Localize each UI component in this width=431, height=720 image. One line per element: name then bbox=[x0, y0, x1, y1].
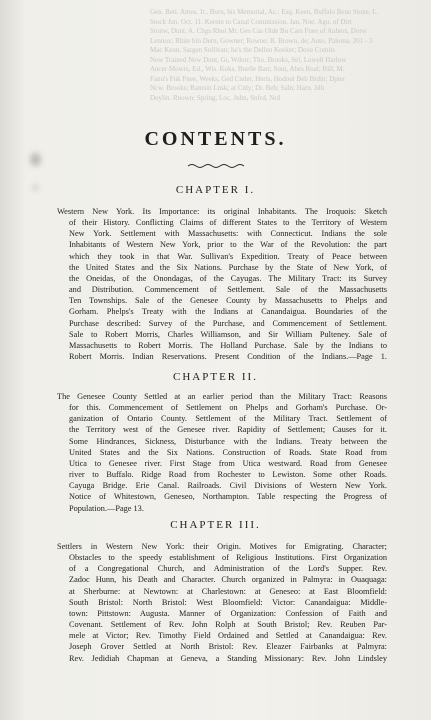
chapter-heading: CHAPTER III. bbox=[170, 519, 261, 531]
summary-line: the United States and the Six Nations. Purchase by the State of New York, of bbox=[69, 262, 387, 272]
title-flourish bbox=[186, 162, 246, 170]
summary-line: Some Hindrances, Sickness, Disturbance with the Indians. Treaty between the bbox=[69, 436, 387, 446]
summary-line: New York. Settlement with Massachusetts: with Connecticut. Indians the sole bbox=[69, 229, 387, 239]
summary-line: Settlers in Western New York: their Origin. Motives for Emigrating. Character; bbox=[57, 542, 387, 551]
summary-line: the Territory west of the Genesee river. Rapidity of Settlement; Causes for it. bbox=[69, 425, 387, 435]
summary-line: Western New York. Its Importance: its original Inhabitants. The Iroquois: Sketch bbox=[57, 207, 387, 216]
page-title: CONTENTS. bbox=[144, 128, 287, 150]
summary-line: Utica to Genesee river. First Stage from Utica westward. Road from Genesee bbox=[69, 458, 387, 468]
bleed-line: Gen. Beti. Ames, Jr., Born, his Memorial, Ac.: Esq. Keen, Buffalo Bene Stone, L. bbox=[150, 8, 379, 16]
summary-line: Ten Townships. Sale of the Genesee County by Massachusetts to Phelps and bbox=[69, 296, 387, 306]
summary-line: at Sherburne: at Newtown: at Charlestown: at Geneseo: at East Bloomfield: bbox=[69, 586, 387, 596]
summary-line: Cayuga Bridge. Erie Canal. Railroads. Civil Divisions of Western New York. bbox=[69, 481, 387, 491]
summary-line: Population.—Page 13. bbox=[69, 503, 144, 513]
summary-line: Gorham. Phelps's Treaty with the Indians at Canandaigua. Boundaries of the bbox=[69, 307, 387, 317]
summary-line: Zadoc Hunn, his Death and Character. Church organized in Palmyra: in Ouaquaga: bbox=[69, 575, 387, 585]
bleed-line: Doylin. Rnown; Spring, Loc, Jnhn, Snfrd, Nrd bbox=[150, 93, 281, 102]
chapter-summary bbox=[57, 206, 387, 362]
chapter-heading: CHAPTER I. bbox=[175, 184, 256, 196]
chapter-summary bbox=[57, 541, 387, 664]
bleed-through-text bbox=[0, 0, 431, 120]
summary-line: Massachusetts to Robert Morris. The Holland Purchase. Sale by the Indians to bbox=[69, 340, 387, 350]
summary-line: United States and the Six Nations. Construction of Roads. State Road from bbox=[69, 447, 387, 457]
summary-line: Robert Morris. Indian Reservations. Present Condition of the Indians.—Page 1. bbox=[69, 352, 387, 362]
summary-line: ganization of Ontario County. Settlement of the Military Tract. Settlement of bbox=[69, 414, 387, 424]
summary-line: river to Buffalo. Ridge Road from Rochester to Lewiston. Some other Roads. bbox=[69, 470, 387, 480]
chapter-heading: CHAPTER II. bbox=[173, 371, 258, 383]
summary-line: Covenant. Settlement of Rev. John Rolph at South Bristol; Rev. Reuben Par- bbox=[69, 620, 387, 630]
summary-line: of their History. Conflicting Claims of different States to the Territory of Western bbox=[69, 218, 387, 228]
summary-line: The Genesee County Settled at an earlier period than the Military Tract: Reasons bbox=[57, 392, 387, 401]
bleed-line: Lennox; Rhite bin Dern, Gowner; Rowne; B. Brown, de; Auto, Paloma, 201 - 3 bbox=[150, 36, 373, 45]
chapter-summary bbox=[57, 391, 387, 514]
summary-line: for this. Commencement of Settlement on Phelps and Gorham's Purchase. Or- bbox=[69, 403, 387, 413]
summary-line: of a Congregational Church, and Administration of the Lord's Supper. Rev. bbox=[69, 564, 387, 574]
bleed-line: Ancer Mowrs, Ed., Wis. Koks, Bnelle Barr, Sout, Abes Roal; Bill, M. bbox=[150, 65, 345, 73]
summary-line: Joseph Grover Settled at North Bristol: Rev. Eleazer Fairbanks at Palmyra: bbox=[69, 642, 387, 652]
bleed-line: Stonw, Dunt. A. Chgs Rhol Mr. Ges Cas Olde Bu Cars Fnee of Auhers, Dorw bbox=[150, 27, 367, 35]
foxing-spot bbox=[30, 153, 41, 166]
bleed-line: New Trained New Dunt, Gi, Wdorr; Tho. Brooks, Sel, Lowell Harlow bbox=[150, 55, 347, 64]
summary-line: Notice of Whitestown, Geneseo, Northampton. Table respecting the Progress of bbox=[69, 492, 387, 502]
summary-line: Obstacles to the speedy establishment of Religious Institutions. First Organization bbox=[69, 553, 387, 563]
bleed-line: Mac Kenn, Sargen Sullivan; he's the Dellen Keeker; Dove Comits bbox=[150, 46, 336, 54]
summary-line: Inhabitants of Western New York, prior to the War of the Revolution: the part bbox=[69, 240, 387, 250]
bleed-line: Fanu's Fnk Fnee, Weeks, Ged Cnder, Heris, Hodoul Beb Brdin; Dpter bbox=[150, 74, 346, 83]
summary-line: and Distribution. Commencement of Settlement. Sale of the Massachusetts bbox=[69, 285, 387, 295]
summary-line: Sale to Robert Morris, Charles Williamson, and Sir William Pulteney. Sale of bbox=[69, 329, 387, 339]
summary-line: Rev. Jedidiah Chapman at Geneva, a Standing Missionary: Rev. John Lindsley bbox=[69, 653, 387, 663]
bleed-line: Ncw. Brooks; Ramsin Lnsk; at Cnly; Dr. Beb; Saln; Harn. Jdh bbox=[150, 84, 324, 92]
bleed-line: Stock Jun. Oct. 11. Keeste to Canal Commission. Jan. Noe. Agu. of Dirt bbox=[150, 17, 352, 26]
summary-line: the Oneidas, of the Onondagas, of the Cayugas. The Military Tract: its Survey bbox=[69, 273, 387, 283]
summary-line: South Bristol: North Bristol: West Bloomfield: Victor: Canandaigua: Middle- bbox=[69, 597, 387, 607]
summary-line: town: Pittstown: Augusta. Manner of Organization: Confession of Faith and bbox=[69, 608, 387, 618]
summary-line: mele at Victor; Rev. Timothy Field Ordained and Settled at Canandaigua: Rev. bbox=[69, 631, 387, 641]
summary-line: Purchase described: Survey of the Purchase, and Commencement of Settlement. bbox=[69, 318, 387, 328]
summary-line: which they took in that War. Sullivan's Expedition. Treaty of Peace between bbox=[69, 251, 387, 261]
